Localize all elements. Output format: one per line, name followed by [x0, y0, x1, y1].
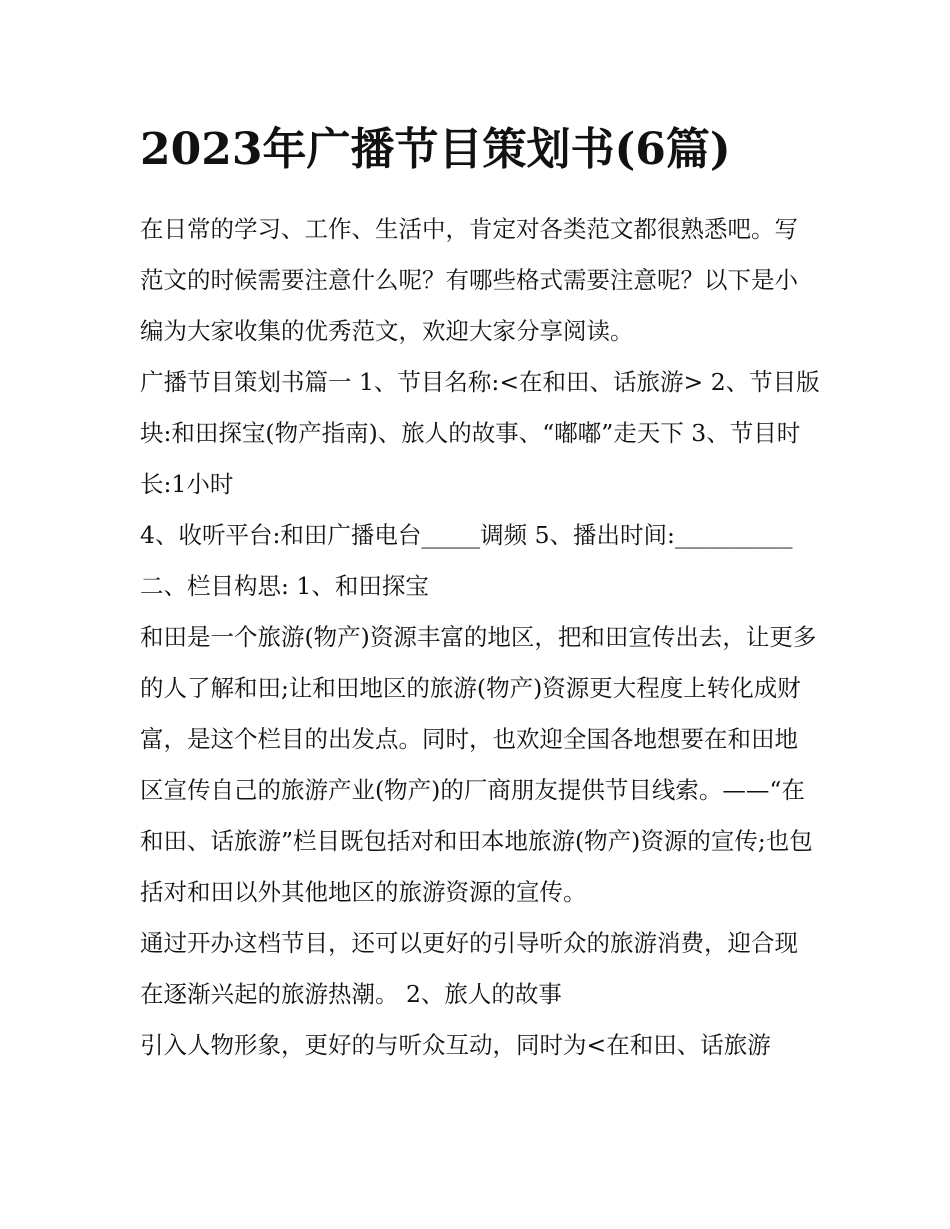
document-page — [140, 118, 820, 1071]
paragraph-tourism-consumption: 通过开办这档节目，还可以更好的引导听众的旅游消费，迎合现在逐渐兴起的旅游热潮。 2、旅人的故事 — [140, 929, 798, 1008]
paragraph-hetian-treasure: 和田是一个旅游(物产)资源丰富的地区，把和田宣传出去，让更多的人了解和田;让和田地区的旅游(物产)资源更大程度上转化成财富，是这个栏目的出发点。同时，也欢迎全国各地想要在和田地区宣传自己的旅游产业(物产)的厂商朋友提供节目线索。——“在和田、话旅游”栏目既包括对和田本地旅游(物产)资源的宣传;也包括对和田以外其他地区的旅游资源的宣传。 — [140, 623, 817, 906]
document-title: 2023年广播节目策划书(6篇) — [140, 124, 731, 175]
paragraph-section-one: 广播节目策划书篇一 1、节目名称:<在和田、话旅游> 2、节目版块:和田探宝(物产指南)、旅人的故事、“嘟嘟”走天下 3、节目时长:1小时 — [140, 368, 820, 498]
paragraph-platform-time: 4、收听平台:和田广播电台_____调频 5、播出时间:__________ — [140, 521, 793, 549]
paragraph-concept-heading: 二、栏目构思: 1、和田探宝 — [140, 572, 429, 600]
paragraph-traveler-story: 引入人物形象，更好的与听众互动，同时为<在和田、话旅游 — [140, 1031, 771, 1059]
paragraph-intro: 在日常的学习、工作、生活中，肯定对各类范文都很熟悉吧。写范文的时候需要注意什么呢？有哪些格式需要注意呢？以下是小编为大家收集的优秀范文，欢迎大家分享阅读。 — [140, 215, 798, 345]
